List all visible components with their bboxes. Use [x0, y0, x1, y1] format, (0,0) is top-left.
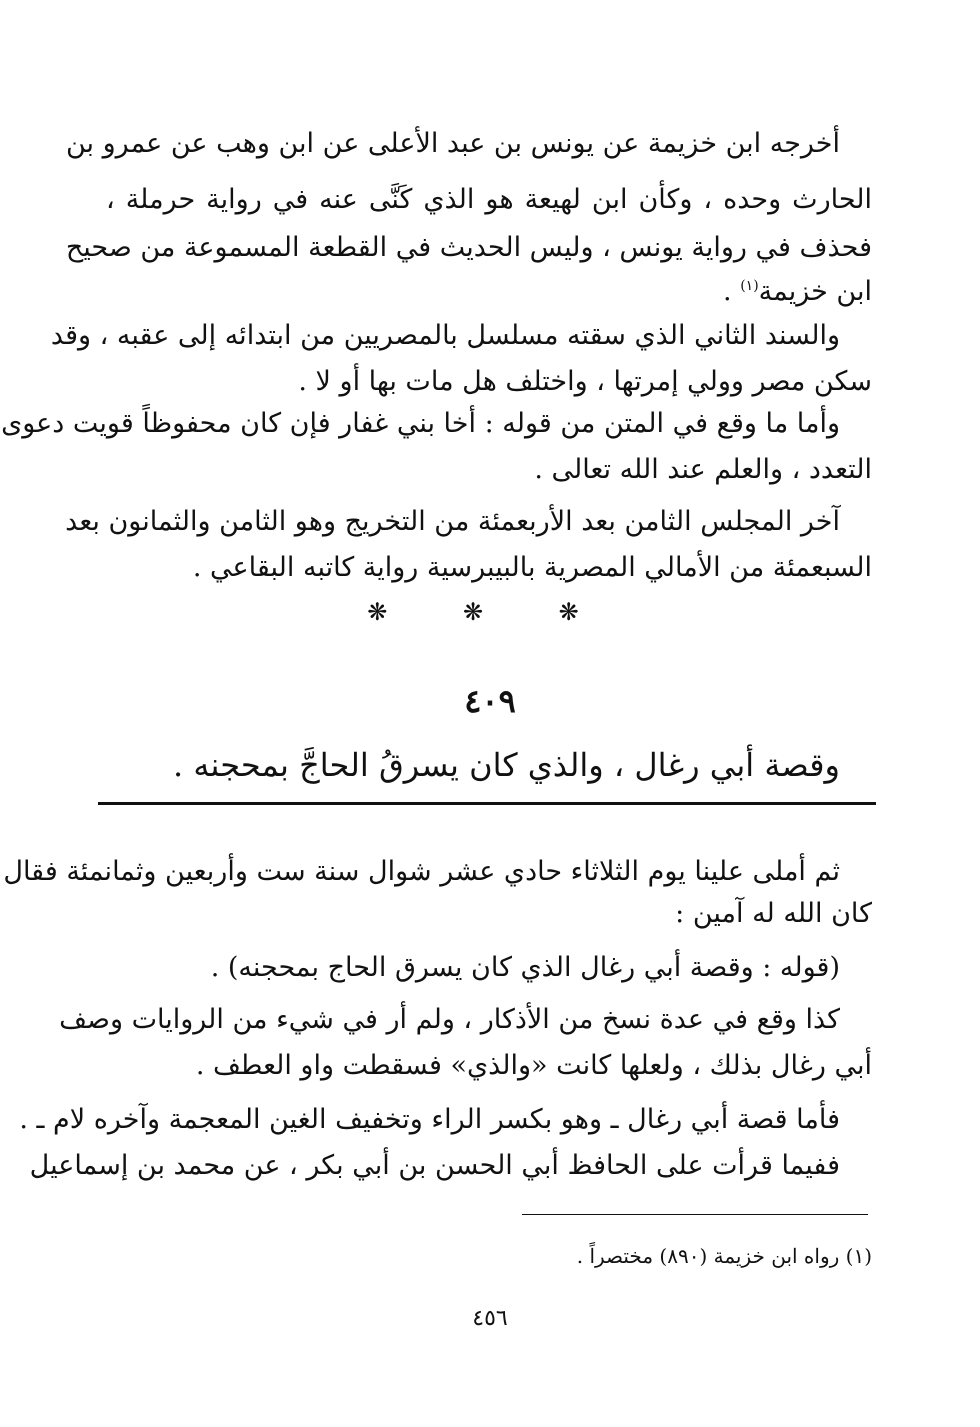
text-line: (قوله : وقصة أبي رغال الذي كان يسرق الحاج بمحجنه) .	[210, 952, 840, 983]
text-line: آخر المجلس الثامن بعد الأربعمئة من التخريج وهو الثامن والثمانون بعد	[65, 506, 840, 537]
text-line: أبي رغال بذلك ، ولعلها كانت «والذي» فسقطت واو العطف .	[195, 1050, 872, 1081]
hadith-number: ٤٠٩	[464, 682, 516, 720]
text-line: السبعمئة من الأمالي المصرية بالبيبرسية رواية كاتبه البقاعي .	[192, 552, 872, 583]
section-separator: ❋ ❋ ❋	[367, 598, 613, 626]
section-title: وقصة أبي رغال ، والذي كان يسرقُ الحاجَّ بمحجنه .	[173, 746, 840, 784]
page-number: ٤٥٦	[472, 1306, 508, 1331]
footnote-marker: (١)	[740, 278, 759, 294]
footnote-divider	[522, 1214, 868, 1215]
text-line: والسند الثاني الذي سقته مسلسل بالمصريين من ابتدائه إلى عقبه ، وقد	[50, 320, 840, 351]
title-underline	[98, 802, 876, 805]
text-line: سكن مصر وولي إمرتها ، واختلف هل مات بها أو لا .	[298, 366, 872, 397]
text-line: التعدد ، والعلم عند الله تعالى .	[534, 454, 872, 485]
text-line: فأما قصة أبي رغال ـ وهو بكسر الراء وتخفيف الغين المعجمة وآخره لام ـ .	[19, 1104, 840, 1135]
text-line: فحذف في رواية يونس ، وليس الحديث في القطعة المسموعة من صحيح	[65, 232, 872, 263]
text-line: ابن خزيمة$^{(١)}$ .	[723, 276, 872, 307]
footnote: (١) رواه ابن خزيمة (٨٩٠) مختصراً .	[576, 1244, 872, 1268]
text-line: ثم أملى علينا يوم الثلاثاء حادي عشر شوال سنة ست وأربعين وثمانمئة فقال	[3, 856, 840, 887]
text-line: ففيما قرأت على الحافظ أبي الحسن بن أبي بكر ، عن محمد بن إسماعيل	[29, 1150, 840, 1181]
text-line: كان الله له آمين :	[675, 898, 872, 929]
text-line: الحارث وحده ، وكأن ابن لهيعة هو الذي كَنَّى عنه في رواية حرملة ،	[106, 184, 872, 215]
text-line: أخرجه ابن خزيمة عن يونس بن عبد الأعلى عن ابن وهب عن عمرو بن	[65, 128, 840, 159]
text-line: وأما ما وقع في المتن من قوله : أخا بني غفار فإن كان محفوظاً قويت دعوى	[1, 408, 840, 439]
text-line: كذا وقع في عدة نسخ من الأذكار ، ولم أر في شيء من الروايات وصف	[59, 1004, 840, 1035]
